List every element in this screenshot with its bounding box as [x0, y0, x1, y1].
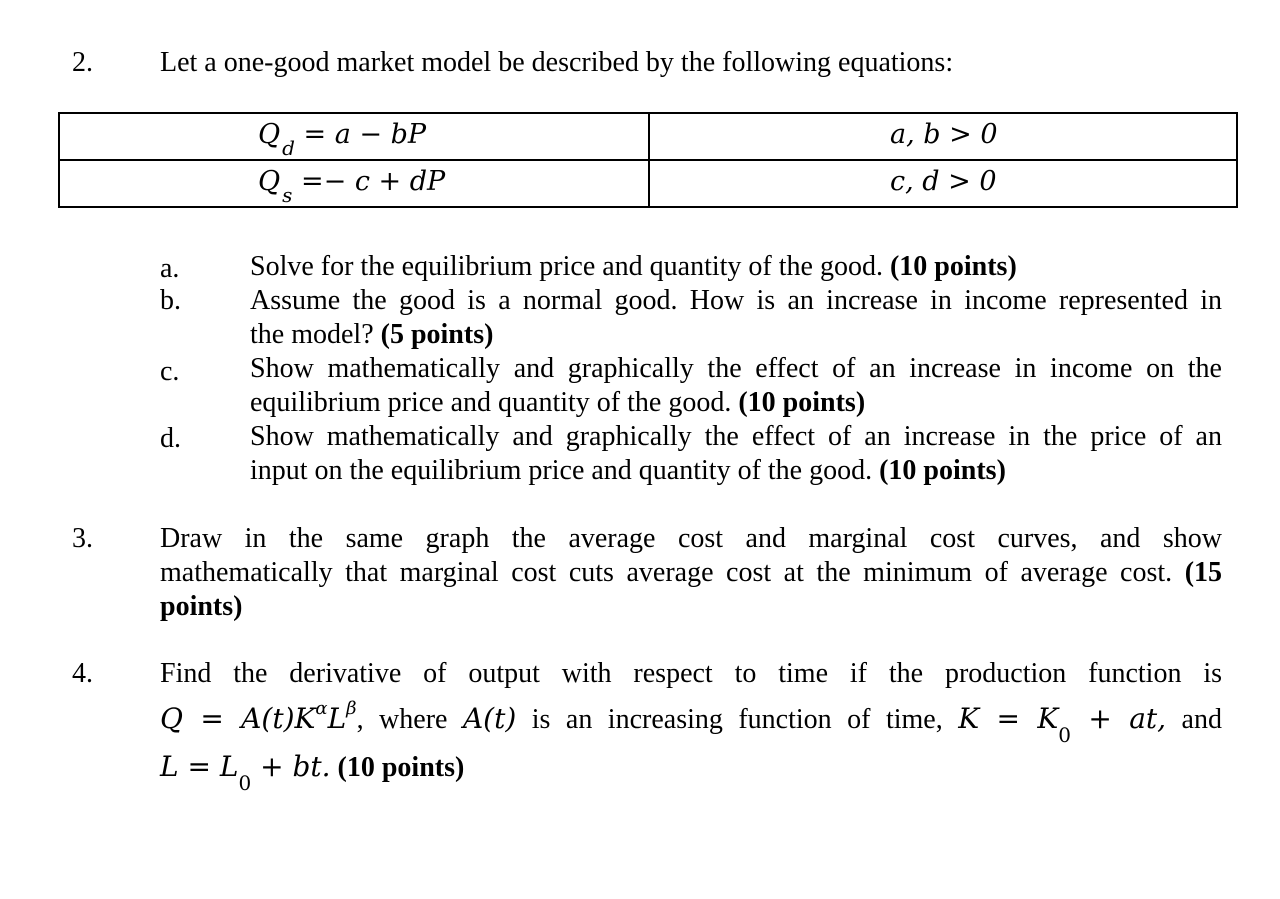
demand-equation: Q $_d$ = a − bP: [258, 119, 427, 160]
part-a-text: Solve for the equilibrium price and quantity of the good. (10 points): [250, 251, 1017, 282]
question-number-3: 3.: [72, 523, 93, 554]
question-4-line-1: Find the derivative of output with respect to time if the production function is: [160, 658, 1222, 689]
question-2-intro: Let a one-good market model be described by the following equations:: [160, 47, 954, 78]
supply-equation-cell: [59, 160, 649, 207]
table-row-supply: [59, 160, 1237, 207]
question-4-line-3: $L = L_0$ + bt. (10 points): [160, 750, 465, 795]
part-d-label: d.: [160, 423, 181, 454]
part-b-text: Assume the good is a normal good. How is an increase in income represented in the model? (5 points): [250, 285, 1222, 350]
part-c-text: Show mathematically and graphically the effect of an increase in income on the equilibrium price and quantity of the good. (10 points): [250, 353, 1222, 418]
equation-table: [58, 112, 1238, 208]
question-4-line-2: $Q = A(t)K^\alpha L^\beta$, where A(t) is an increasing function of time, $K = K_0$ + at, and: [160, 698, 1222, 747]
question-number-2: 2.: [72, 47, 93, 78]
supply-condition: c, d > 0: [890, 166, 997, 197]
table-row-demand: [59, 113, 1237, 160]
demand-condition-cell: [649, 113, 1237, 160]
question-number-4: 4.: [72, 658, 93, 689]
part-a-label: a.: [160, 253, 180, 284]
part-b-label: b.: [160, 285, 181, 316]
question-3-text: Draw in the same graph the average cost and marginal cost curves, and show mathematically that marginal cost cuts average cost at the minimum of average cost. (15 points): [160, 523, 1223, 622]
demand-equation-cell: [59, 113, 649, 160]
supply-equation: Q $_s$ =− c + dP: [258, 166, 446, 207]
supply-condition-cell: [649, 160, 1237, 207]
demand-condition: a, b > 0: [890, 119, 998, 150]
part-c-label: c.: [160, 356, 180, 387]
part-d-text: Show mathematically and graphically the effect of an increase in the price of an input on the equilibrium price and quantity of the good. (10 points): [250, 421, 1222, 486]
